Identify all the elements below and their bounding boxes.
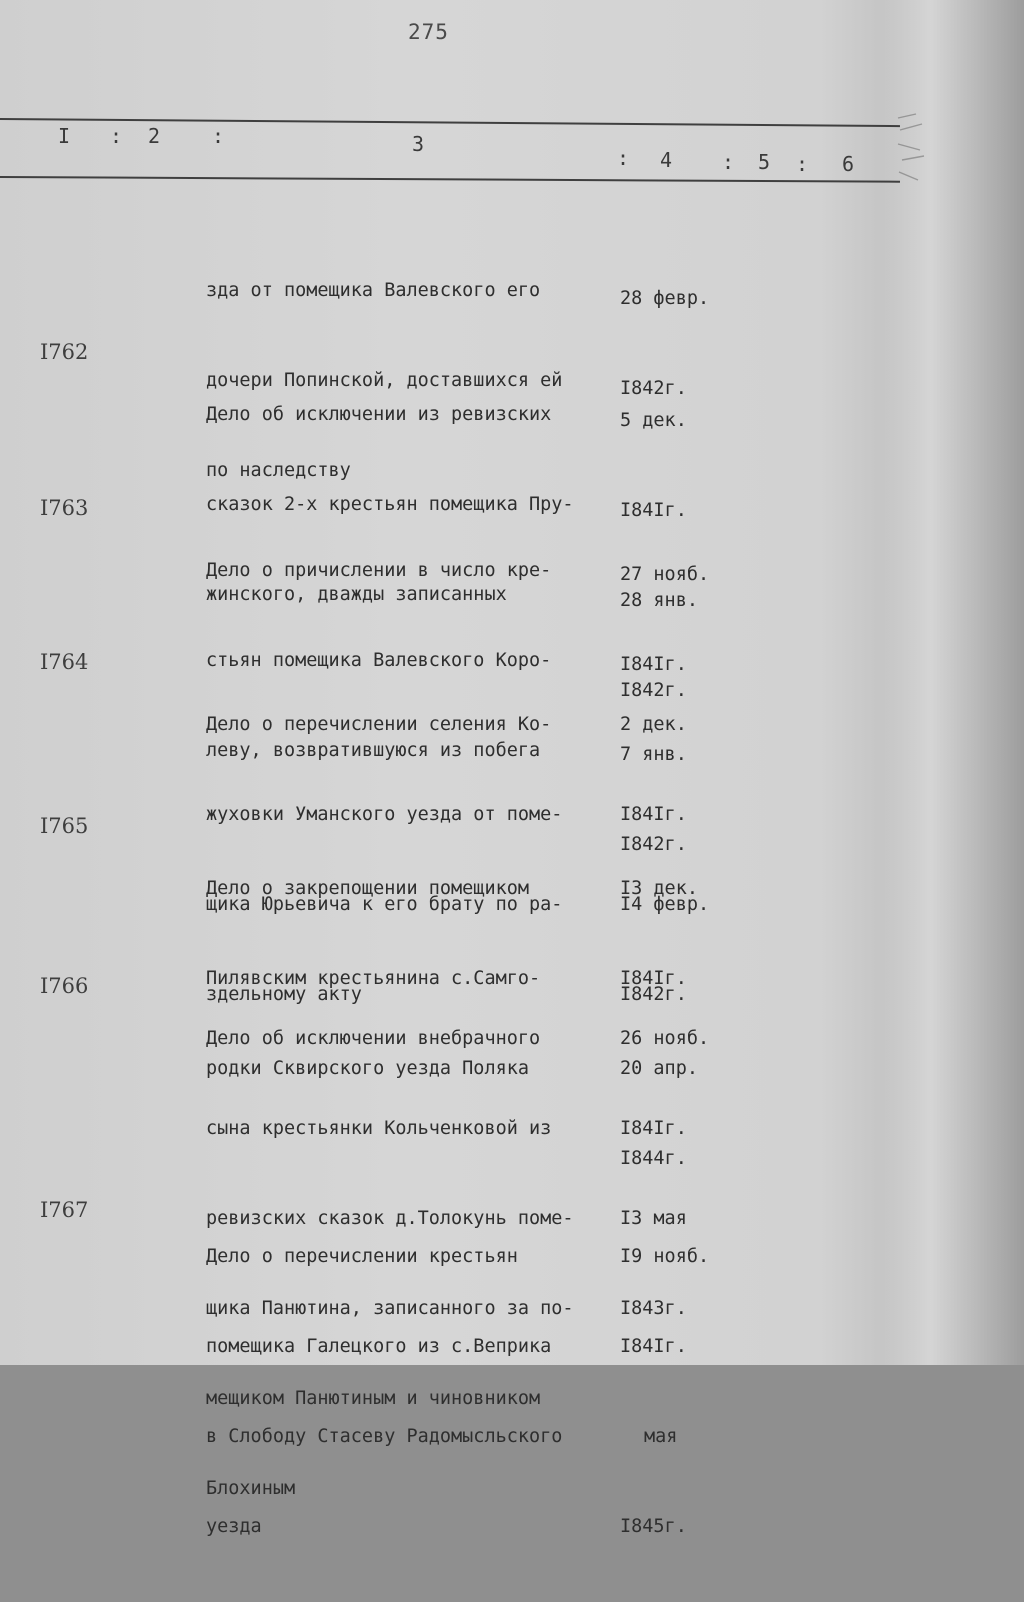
description-line: Дело о причислении в число кре- <box>206 560 552 581</box>
page-number: 275 <box>408 20 449 44</box>
date-line: I9 нояб. <box>620 1246 710 1267</box>
date-line: I3 мая <box>620 1208 687 1229</box>
description-line: жинского, дважды записанных <box>206 584 507 605</box>
date-line: I84Iг. <box>620 968 687 989</box>
page-fold-shadow <box>880 0 1024 1365</box>
date-line: 28 янв. <box>620 590 698 611</box>
date-line: 5 дек. <box>620 410 687 431</box>
date-line: I84Iг. <box>620 804 687 825</box>
description-line: щика Юрьевича к его брату по ра- <box>206 894 563 915</box>
date-line: I844г. <box>620 1148 687 1169</box>
date-line: I843г. <box>620 1298 687 1319</box>
description-line: Дело о закрепощении помещиком <box>206 878 530 899</box>
description-line: сказок 2-х крестьян помещика Пру- <box>206 494 574 515</box>
entry-number: I762 <box>40 340 89 364</box>
date-line: 7 янв. <box>620 744 687 765</box>
column-separator: : <box>110 124 123 148</box>
date-line: 27 нояб. <box>620 564 710 585</box>
description-line: Дело об исключении внебрачного <box>206 1028 541 1049</box>
date-line: I84Iг. <box>620 500 687 521</box>
date-line: I84Iг. <box>620 1336 687 1357</box>
column-separator: : <box>617 146 630 170</box>
description-line: зда от помещика Валевского его <box>206 280 541 301</box>
header-bottom-rule <box>0 176 900 183</box>
date-line: I842г. <box>620 378 687 399</box>
margin-scribble <box>896 110 926 190</box>
column-number-4: 4 <box>660 148 673 172</box>
date-line: 2 дек. <box>620 714 687 735</box>
description-line: здельному акту <box>206 984 362 1005</box>
date-line: 26 нояб. <box>620 1028 710 1049</box>
date-line: мая <box>644 1426 678 1447</box>
entry-number: I764 <box>40 650 89 674</box>
entry-dates <box>620 1182 750 1602</box>
description-line: щика Панютина, записанного за по- <box>206 1298 574 1319</box>
column-number-1: I <box>58 124 71 148</box>
date-line: I845г. <box>620 1516 687 1537</box>
description-line: в Слободу Стасеву Радомысльского <box>206 1426 563 1447</box>
description-line: мещиком Панютиным и чиновником <box>206 1388 541 1409</box>
column-separator: : <box>722 150 735 174</box>
date-line: I842г. <box>620 680 687 701</box>
column-separator: : <box>212 124 225 148</box>
column-number-5: 5 <box>758 150 771 174</box>
date-line: I84Iг. <box>620 1118 687 1139</box>
description-line: стьян помещика Валевского Коро- <box>206 650 552 671</box>
entry-number: I767 <box>40 1198 89 1222</box>
description-line: родки Сквирского уезда Поляка <box>206 1058 530 1079</box>
description-line: Пилявским крестьянина с.Самго- <box>206 968 541 989</box>
entry-number: I766 <box>40 974 89 998</box>
date-line: I4 февр. <box>620 894 710 915</box>
column-number-3: 3 <box>412 132 425 156</box>
description-line: дочери Попинской, доставшихся ей <box>206 370 563 391</box>
column-separator: : <box>796 152 809 176</box>
entry-description <box>206 1182 626 1602</box>
description-line: Дело об исключении из ревизских <box>206 404 552 425</box>
description-line: ревизских сказок д.Толокунь поме- <box>206 1208 574 1229</box>
description-line: Дело о перечислении крестьян <box>206 1246 518 1267</box>
description-line: Дело о перечислении селения Ко- <box>206 714 552 735</box>
description-line: по наследству <box>206 460 351 481</box>
description-line: жуховки Уманского уезда от поме- <box>206 804 563 825</box>
description-line: уезда <box>206 1516 262 1537</box>
column-number-2: 2 <box>148 124 161 148</box>
description-line: Блохиным <box>206 1478 296 1499</box>
description-line: леву, возвратившуюся из побега <box>206 740 541 761</box>
description-line: помещика Галецкого из с.Веприка <box>206 1336 552 1357</box>
entry-number: I763 <box>40 496 89 520</box>
entry-number: I765 <box>40 814 89 838</box>
date-line: I842г. <box>620 834 687 855</box>
date-line: 28 февр. <box>620 288 710 309</box>
date-line: I84Iг. <box>620 654 687 675</box>
header-top-rule <box>0 118 900 127</box>
column-number-6: 6 <box>842 152 855 176</box>
date-line: I842г. <box>620 984 687 1005</box>
date-line: 20 апр. <box>620 1058 698 1079</box>
date-line: I3 дек. <box>620 878 698 899</box>
description-line: сына крестьянки Кольченковой из <box>206 1118 552 1139</box>
